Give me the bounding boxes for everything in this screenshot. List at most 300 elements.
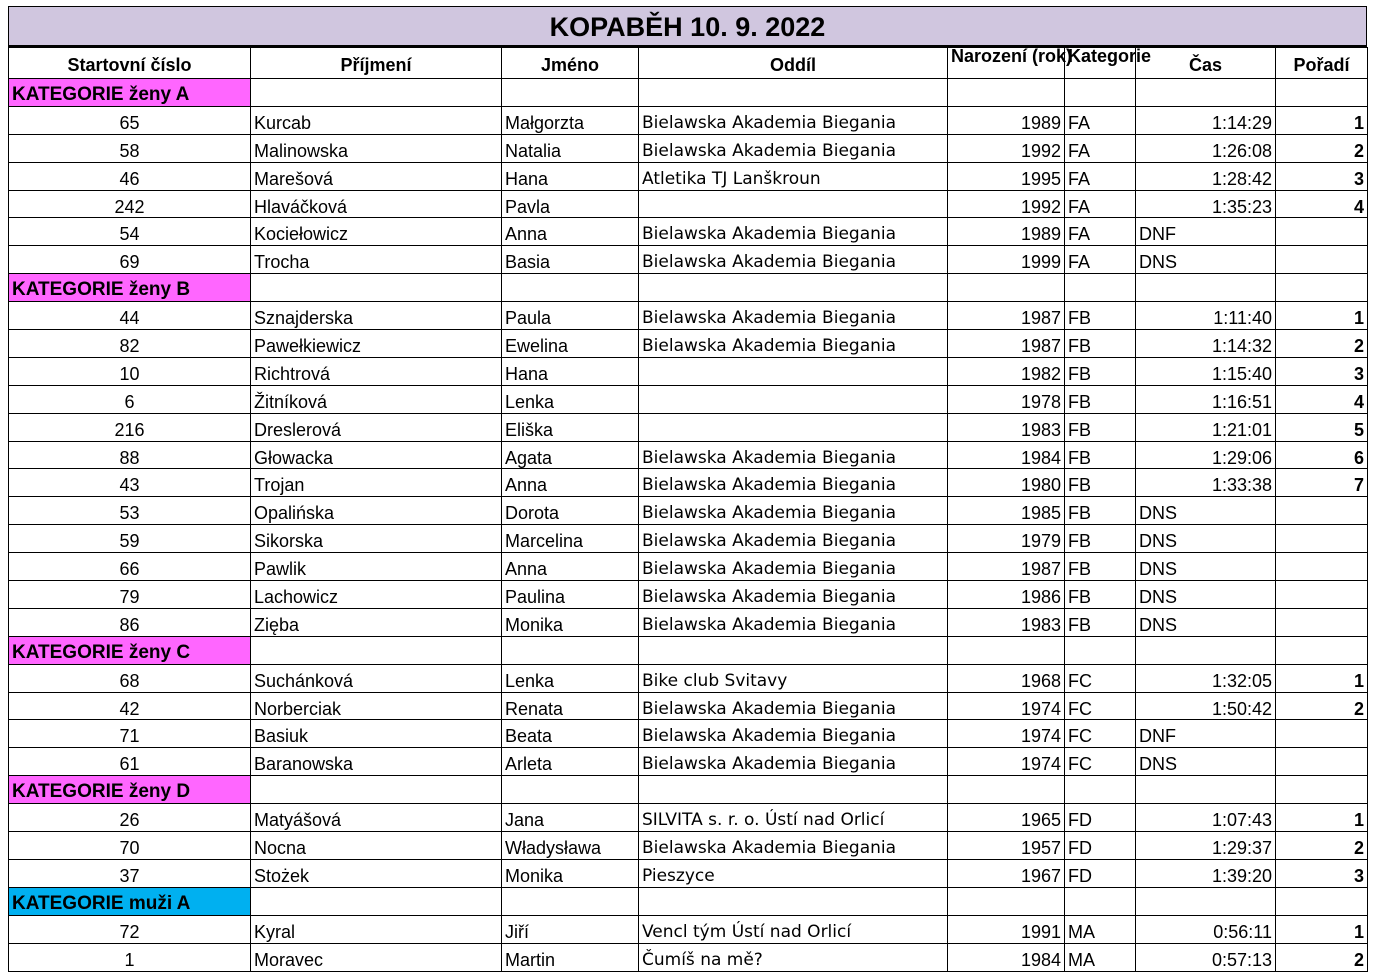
bib-cell[interactable]: 46: [9, 162, 251, 190]
empty-cell[interactable]: [1136, 636, 1276, 664]
name-cell[interactable]: Dorota: [502, 497, 639, 525]
column-header-time[interactable]: Čas: [1136, 48, 1276, 79]
rank-cell[interactable]: 3: [1276, 859, 1368, 887]
time-cell[interactable]: 1:28:42: [1136, 162, 1276, 190]
birth-year-cell[interactable]: 1979: [948, 525, 1065, 553]
birth-year-cell[interactable]: 1983: [948, 608, 1065, 636]
results-table: [8, 47, 1368, 972]
surname-cell[interactable]: Trocha: [251, 246, 502, 274]
rank-cell[interactable]: 2: [1276, 943, 1368, 971]
club-cell[interactable]: [639, 190, 948, 218]
table-row: [9, 190, 1368, 218]
name-cell[interactable]: Beata: [502, 720, 639, 748]
category-cell[interactable]: FA: [1065, 246, 1136, 274]
surname-cell[interactable]: Sznajderska: [251, 302, 502, 330]
name-cell[interactable]: Anna: [502, 553, 639, 581]
club-cell[interactable]: Bielawska Akademia Biegania: [639, 469, 948, 497]
club-cell[interactable]: [639, 357, 948, 385]
table-row: [9, 218, 1368, 246]
surname-cell[interactable]: Hlaváčková: [251, 190, 502, 218]
rank-cell[interactable]: [1276, 720, 1368, 748]
rank-cell[interactable]: 1: [1276, 664, 1368, 692]
rank-cell[interactable]: [1276, 608, 1368, 636]
category-row: [9, 79, 1368, 107]
category-cell[interactable]: FC: [1065, 720, 1136, 748]
category-cell[interactable]: FB: [1065, 385, 1136, 413]
rank-cell[interactable]: [1276, 553, 1368, 581]
rank-cell[interactable]: 3: [1276, 162, 1368, 190]
empty-cell[interactable]: [1136, 79, 1276, 107]
empty-cell[interactable]: [1065, 636, 1136, 664]
table-row: [9, 804, 1368, 832]
bib-cell[interactable]: 26: [9, 804, 251, 832]
rank-cell[interactable]: [1276, 748, 1368, 776]
empty-cell[interactable]: [1276, 274, 1368, 302]
empty-cell[interactable]: [948, 776, 1065, 804]
table-row: [9, 832, 1368, 860]
birth-year-cell[interactable]: 1989: [948, 218, 1065, 246]
club-cell[interactable]: Bike club Svitavy: [639, 664, 948, 692]
empty-cell[interactable]: [1065, 887, 1136, 915]
club-cell[interactable]: Bielawska Akademia Biegania: [639, 832, 948, 860]
club-cell[interactable]: Bielawska Akademia Biegania: [639, 441, 948, 469]
surname-cell[interactable]: Marešová: [251, 162, 502, 190]
empty-cell[interactable]: [948, 887, 1065, 915]
time-cell[interactable]: 1:39:20: [1136, 859, 1276, 887]
empty-cell[interactable]: [251, 79, 502, 107]
category-cell[interactable]: FC: [1065, 664, 1136, 692]
name-cell[interactable]: Anna: [502, 469, 639, 497]
surname-cell[interactable]: Sikorska: [251, 525, 502, 553]
category-cell[interactable]: FD: [1065, 859, 1136, 887]
bib-cell[interactable]: 88: [9, 441, 251, 469]
empty-cell[interactable]: [1065, 79, 1136, 107]
empty-cell[interactable]: [948, 274, 1065, 302]
bib-cell[interactable]: 42: [9, 692, 251, 720]
birth-year-cell[interactable]: 1992: [948, 190, 1065, 218]
category-label[interactable]: KATEGORIE ženy C: [9, 636, 251, 664]
rank-cell[interactable]: 7: [1276, 469, 1368, 497]
column-header-surname[interactable]: Příjmení: [251, 48, 502, 79]
birth-year-cell[interactable]: 1978: [948, 385, 1065, 413]
bib-cell[interactable]: 53: [9, 497, 251, 525]
surname-cell[interactable]: Kurcab: [251, 106, 502, 134]
category-cell[interactable]: FA: [1065, 190, 1136, 218]
name-cell[interactable]: Jana: [502, 804, 639, 832]
birth-year-cell[interactable]: 1974: [948, 720, 1065, 748]
time-cell[interactable]: DNS: [1136, 608, 1276, 636]
rank-cell[interactable]: [1276, 497, 1368, 525]
birth-year-cell[interactable]: 1999: [948, 246, 1065, 274]
rank-cell[interactable]: 2: [1276, 692, 1368, 720]
club-cell[interactable]: Bielawska Akademia Biegania: [639, 246, 948, 274]
category-cell[interactable]: FB: [1065, 357, 1136, 385]
club-cell[interactable]: Bielawska Akademia Biegania: [639, 748, 948, 776]
bib-cell[interactable]: 6: [9, 385, 251, 413]
column-header-category-label: Kategorie: [1068, 45, 1152, 66]
rank-cell[interactable]: 2: [1276, 832, 1368, 860]
birth-year-cell[interactable]: 1987: [948, 330, 1065, 358]
time-cell[interactable]: 0:56:11: [1136, 915, 1276, 943]
time-cell[interactable]: 1:32:05: [1136, 664, 1276, 692]
bib-cell[interactable]: 59: [9, 525, 251, 553]
empty-cell[interactable]: [1276, 636, 1368, 664]
surname-cell[interactable]: Pawlik: [251, 553, 502, 581]
rank-cell[interactable]: 2: [1276, 330, 1368, 358]
rank-cell[interactable]: [1276, 525, 1368, 553]
time-cell[interactable]: 1:50:42: [1136, 692, 1276, 720]
time-cell[interactable]: 0:57:13: [1136, 943, 1276, 971]
empty-cell[interactable]: [502, 776, 639, 804]
surname-cell[interactable]: Głowacka: [251, 441, 502, 469]
empty-cell[interactable]: [1276, 887, 1368, 915]
surname-cell[interactable]: Pawełkiewicz: [251, 330, 502, 358]
club-cell[interactable]: Bielawska Akademia Biegania: [639, 218, 948, 246]
column-header-name[interactable]: Jméno: [502, 48, 639, 79]
birth-year-cell[interactable]: 1984: [948, 943, 1065, 971]
category-cell[interactable]: MA: [1065, 943, 1136, 971]
surname-cell[interactable]: Richtrová: [251, 357, 502, 385]
birth-year-cell[interactable]: 1957: [948, 832, 1065, 860]
empty-cell[interactable]: [1276, 776, 1368, 804]
table-row: [9, 525, 1368, 553]
surname-cell[interactable]: Zięba: [251, 608, 502, 636]
club-cell[interactable]: Bielawska Akademia Biegania: [639, 525, 948, 553]
bib-cell[interactable]: 10: [9, 357, 251, 385]
time-cell[interactable]: DNF: [1136, 218, 1276, 246]
rank-cell[interactable]: 5: [1276, 413, 1368, 441]
surname-cell[interactable]: Basiuk: [251, 720, 502, 748]
surname-cell[interactable]: Baranowska: [251, 748, 502, 776]
empty-cell[interactable]: [1276, 79, 1368, 107]
club-cell[interactable]: Pieszyce: [639, 859, 948, 887]
club-cell[interactable]: Bielawska Akademia Biegania: [639, 608, 948, 636]
table-row: [9, 915, 1368, 943]
club-cell[interactable]: SILVITA s. r. o. Ústí nad Orlicí: [639, 804, 948, 832]
time-cell[interactable]: DNS: [1136, 748, 1276, 776]
category-row: [9, 274, 1368, 302]
time-cell[interactable]: 1:11:40: [1136, 302, 1276, 330]
empty-cell[interactable]: [1136, 274, 1276, 302]
surname-cell[interactable]: Norberciak: [251, 692, 502, 720]
category-cell[interactable]: FB: [1065, 525, 1136, 553]
birth-year-cell[interactable]: 1995: [948, 162, 1065, 190]
rank-cell[interactable]: 4: [1276, 385, 1368, 413]
time-cell[interactable]: 1:29:37: [1136, 832, 1276, 860]
category-cell[interactable]: FD: [1065, 804, 1136, 832]
bib-cell[interactable]: 66: [9, 553, 251, 581]
table-row: [9, 302, 1368, 330]
club-cell[interactable]: Bielawska Akademia Biegania: [639, 581, 948, 609]
page-title: KOPABĚH 10. 9. 2022: [8, 6, 1367, 47]
rank-cell[interactable]: 1: [1276, 804, 1368, 832]
results-body: [9, 79, 1368, 972]
time-cell[interactable]: 1:07:43: [1136, 804, 1276, 832]
category-cell[interactable]: FC: [1065, 692, 1136, 720]
category-cell[interactable]: FB: [1065, 413, 1136, 441]
table-row: [9, 943, 1368, 971]
name-cell[interactable]: Ewelina: [502, 330, 639, 358]
empty-cell[interactable]: [639, 776, 948, 804]
name-cell[interactable]: Hana: [502, 357, 639, 385]
empty-cell[interactable]: [639, 887, 948, 915]
empty-cell[interactable]: [639, 274, 948, 302]
name-cell[interactable]: Monika: [502, 608, 639, 636]
time-cell[interactable]: 1:16:51: [1136, 385, 1276, 413]
club-cell[interactable]: Vencl tým Ústí nad Orlicí: [639, 915, 948, 943]
rank-cell[interactable]: 6: [1276, 441, 1368, 469]
category-label[interactable]: KATEGORIE ženy D: [9, 776, 251, 804]
empty-cell[interactable]: [251, 636, 502, 664]
empty-cell[interactable]: [502, 79, 639, 107]
surname-cell[interactable]: Kociełowicz: [251, 218, 502, 246]
time-cell[interactable]: DNS: [1136, 525, 1276, 553]
column-header-birth-year-label: Narození (rok): [951, 45, 1073, 66]
name-cell[interactable]: Agata: [502, 441, 639, 469]
surname-cell[interactable]: Lachowicz: [251, 581, 502, 609]
category-cell[interactable]: FB: [1065, 441, 1136, 469]
surname-cell[interactable]: Opalińska: [251, 497, 502, 525]
empty-cell[interactable]: [948, 636, 1065, 664]
header-row: [9, 48, 1368, 79]
birth-year-cell[interactable]: 1974: [948, 692, 1065, 720]
surname-cell[interactable]: Stożek: [251, 859, 502, 887]
empty-cell[interactable]: [1065, 776, 1136, 804]
time-cell[interactable]: DNS: [1136, 497, 1276, 525]
club-cell[interactable]: Bielawska Akademia Biegania: [639, 553, 948, 581]
club-cell[interactable]: Bielawska Akademia Biegania: [639, 692, 948, 720]
time-cell[interactable]: 1:14:32: [1136, 330, 1276, 358]
name-cell[interactable]: Natalia: [502, 134, 639, 162]
name-cell[interactable]: Paula: [502, 302, 639, 330]
club-cell[interactable]: [639, 385, 948, 413]
empty-cell[interactable]: [1065, 274, 1136, 302]
time-cell[interactable]: DNS: [1136, 581, 1276, 609]
empty-cell[interactable]: [1136, 887, 1276, 915]
surname-cell[interactable]: Trojan: [251, 469, 502, 497]
category-label[interactable]: KATEGORIE ženy B: [9, 274, 251, 302]
category-label[interactable]: KATEGORIE ženy A: [9, 79, 251, 107]
surname-cell[interactable]: Dreslerová: [251, 413, 502, 441]
name-cell[interactable]: Marcelina: [502, 525, 639, 553]
empty-cell[interactable]: [251, 776, 502, 804]
table-row: [9, 748, 1368, 776]
table-row: [9, 720, 1368, 748]
table-row: [9, 246, 1368, 274]
bib-cell[interactable]: 69: [9, 246, 251, 274]
bib-cell[interactable]: 242: [9, 190, 251, 218]
name-cell[interactable]: Renata: [502, 692, 639, 720]
birth-year-cell[interactable]: 1991: [948, 915, 1065, 943]
rank-cell[interactable]: 1: [1276, 106, 1368, 134]
bib-cell[interactable]: 44: [9, 302, 251, 330]
time-cell[interactable]: 1:21:01: [1136, 413, 1276, 441]
empty-cell[interactable]: [639, 79, 948, 107]
time-cell[interactable]: 1:15:40: [1136, 357, 1276, 385]
column-header-category[interactable]: [1065, 45, 1152, 79]
table-row: [9, 608, 1368, 636]
bib-cell[interactable]: 72: [9, 915, 251, 943]
table-row: [9, 385, 1368, 413]
name-cell[interactable]: Monika: [502, 859, 639, 887]
rank-cell[interactable]: 2: [1276, 134, 1368, 162]
bib-cell[interactable]: 71: [9, 720, 251, 748]
club-cell[interactable]: Bielawska Akademia Biegania: [639, 302, 948, 330]
surname-cell[interactable]: Matyášová: [251, 804, 502, 832]
empty-cell[interactable]: [251, 887, 502, 915]
birth-year-cell[interactable]: 1989: [948, 106, 1065, 134]
empty-cell[interactable]: [639, 636, 948, 664]
club-cell[interactable]: Bielawska Akademia Biegania: [639, 330, 948, 358]
table-row: [9, 469, 1368, 497]
empty-cell[interactable]: [502, 887, 639, 915]
surname-cell[interactable]: Suchánková: [251, 664, 502, 692]
table-row: [9, 357, 1368, 385]
name-cell[interactable]: Basia: [502, 246, 639, 274]
name-cell[interactable]: Lenka: [502, 385, 639, 413]
table-row: [9, 441, 1368, 469]
surname-cell[interactable]: Nocna: [251, 832, 502, 860]
time-cell[interactable]: 1:29:06: [1136, 441, 1276, 469]
birth-year-cell[interactable]: 1986: [948, 581, 1065, 609]
bib-cell[interactable]: 1: [9, 943, 251, 971]
table-row: [9, 330, 1368, 358]
table-row: [9, 859, 1368, 887]
category-cell[interactable]: FA: [1065, 218, 1136, 246]
rank-cell[interactable]: 3: [1276, 357, 1368, 385]
name-cell[interactable]: Małgorzta: [502, 106, 639, 134]
surname-cell[interactable]: Moravec: [251, 943, 502, 971]
birth-year-cell[interactable]: 1967: [948, 859, 1065, 887]
club-cell[interactable]: Bielawska Akademia Biegania: [639, 106, 948, 134]
category-cell[interactable]: FC: [1065, 748, 1136, 776]
bib-cell[interactable]: 86: [9, 608, 251, 636]
birth-year-cell[interactable]: 1982: [948, 357, 1065, 385]
birth-year-cell[interactable]: 1965: [948, 804, 1065, 832]
bib-cell[interactable]: 54: [9, 218, 251, 246]
name-cell[interactable]: Hana: [502, 162, 639, 190]
birth-year-cell[interactable]: 1985: [948, 497, 1065, 525]
column-header-bib[interactable]: Startovní číslo: [9, 48, 251, 79]
birth-year-cell[interactable]: 1983: [948, 413, 1065, 441]
time-cell[interactable]: DNS: [1136, 246, 1276, 274]
birth-year-cell[interactable]: 1984: [948, 441, 1065, 469]
rank-cell[interactable]: 4: [1276, 190, 1368, 218]
name-cell[interactable]: Jiří: [502, 915, 639, 943]
surname-cell[interactable]: Žitníková: [251, 385, 502, 413]
surname-cell[interactable]: Malinowska: [251, 134, 502, 162]
bib-cell[interactable]: 79: [9, 581, 251, 609]
birth-year-cell[interactable]: 1987: [948, 553, 1065, 581]
empty-cell[interactable]: [251, 274, 502, 302]
time-cell[interactable]: DNS: [1136, 553, 1276, 581]
table-row: [9, 581, 1368, 609]
time-cell[interactable]: 1:26:08: [1136, 134, 1276, 162]
birth-year-cell[interactable]: 1968: [948, 664, 1065, 692]
category-row: [9, 636, 1368, 664]
category-cell[interactable]: FB: [1065, 302, 1136, 330]
category-cell[interactable]: FB: [1065, 608, 1136, 636]
birth-year-cell[interactable]: 1974: [948, 748, 1065, 776]
category-cell[interactable]: MA: [1065, 915, 1136, 943]
time-cell[interactable]: 1:35:23: [1136, 190, 1276, 218]
rank-cell[interactable]: [1276, 218, 1368, 246]
bib-cell[interactable]: 61: [9, 748, 251, 776]
name-cell[interactable]: Lenka: [502, 664, 639, 692]
club-cell[interactable]: Atletika TJ Lanškroun: [639, 162, 948, 190]
name-cell[interactable]: Eliška: [502, 413, 639, 441]
empty-cell[interactable]: [502, 274, 639, 302]
category-cell[interactable]: FA: [1065, 106, 1136, 134]
birth-year-cell[interactable]: 1992: [948, 134, 1065, 162]
bib-cell[interactable]: 37: [9, 859, 251, 887]
birth-year-cell[interactable]: 1980: [948, 469, 1065, 497]
bib-cell[interactable]: 43: [9, 469, 251, 497]
birth-year-cell[interactable]: 1987: [948, 302, 1065, 330]
empty-cell[interactable]: [1136, 776, 1276, 804]
bib-cell[interactable]: 70: [9, 832, 251, 860]
time-cell[interactable]: 1:14:29: [1136, 106, 1276, 134]
rank-cell[interactable]: [1276, 581, 1368, 609]
table-row: [9, 134, 1368, 162]
club-cell[interactable]: [639, 413, 948, 441]
table-row: [9, 106, 1368, 134]
category-cell[interactable]: FB: [1065, 497, 1136, 525]
category-cell[interactable]: FD: [1065, 832, 1136, 860]
name-cell[interactable]: Paulina: [502, 581, 639, 609]
time-cell[interactable]: 1:33:38: [1136, 469, 1276, 497]
name-cell[interactable]: Anna: [502, 218, 639, 246]
rank-cell[interactable]: [1276, 246, 1368, 274]
category-cell[interactable]: FB: [1065, 469, 1136, 497]
category-cell[interactable]: FB: [1065, 581, 1136, 609]
name-cell[interactable]: Martin: [502, 943, 639, 971]
category-label[interactable]: KATEGORIE muži A: [9, 887, 251, 915]
table-row: [9, 664, 1368, 692]
column-header-birth-year[interactable]: [948, 45, 1073, 79]
column-header-club[interactable]: Oddíl: [639, 48, 948, 79]
name-cell[interactable]: Arleta: [502, 748, 639, 776]
category-cell[interactable]: FB: [1065, 553, 1136, 581]
table-row: [9, 497, 1368, 525]
bib-cell[interactable]: 58: [9, 134, 251, 162]
results-sheet: [8, 6, 1367, 972]
bib-cell[interactable]: 216: [9, 413, 251, 441]
club-cell[interactable]: Bielawska Akademia Biegania: [639, 720, 948, 748]
category-cell[interactable]: FB: [1065, 330, 1136, 358]
table-row: [9, 692, 1368, 720]
bib-cell[interactable]: 65: [9, 106, 251, 134]
name-cell[interactable]: Pavla: [502, 190, 639, 218]
category-row: [9, 776, 1368, 804]
column-header-rank[interactable]: Pořadí: [1276, 48, 1368, 79]
rank-cell[interactable]: 1: [1276, 302, 1368, 330]
bib-cell[interactable]: 68: [9, 664, 251, 692]
bib-cell[interactable]: 82: [9, 330, 251, 358]
table-row: [9, 553, 1368, 581]
surname-cell[interactable]: Kyral: [251, 915, 502, 943]
time-cell[interactable]: DNF: [1136, 720, 1276, 748]
empty-cell[interactable]: [502, 636, 639, 664]
name-cell[interactable]: Władysława: [502, 832, 639, 860]
club-cell[interactable]: Bielawska Akademia Biegania: [639, 497, 948, 525]
club-cell[interactable]: Bielawska Akademia Biegania: [639, 134, 948, 162]
club-cell[interactable]: Čumíš na mě?: [639, 943, 948, 971]
empty-cell[interactable]: [948, 79, 1065, 107]
category-cell[interactable]: FA: [1065, 162, 1136, 190]
rank-cell[interactable]: 1: [1276, 915, 1368, 943]
category-cell[interactable]: FA: [1065, 134, 1136, 162]
